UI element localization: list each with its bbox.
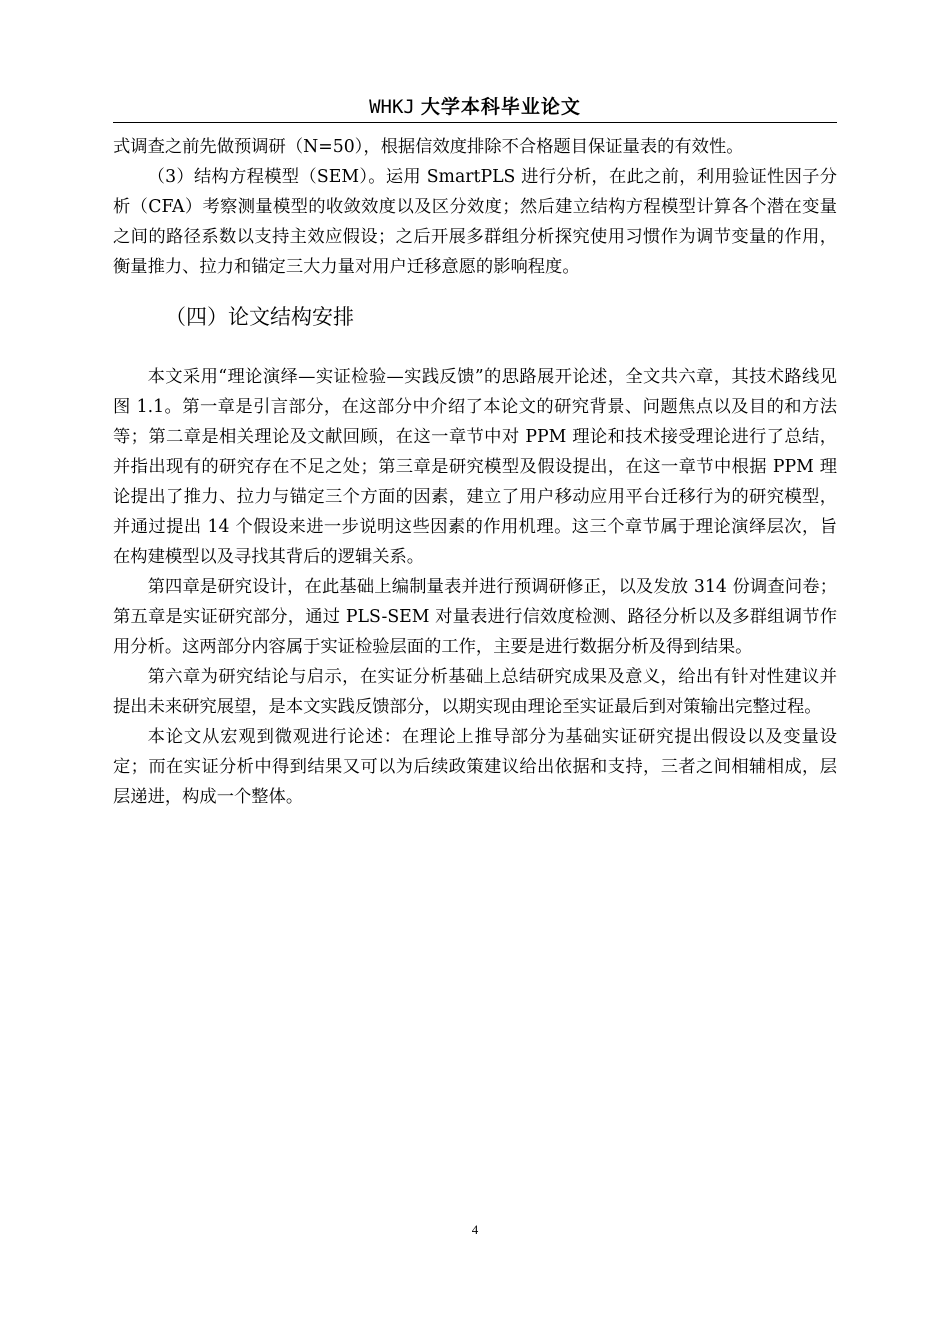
running-header — [113, 94, 837, 123]
header-title: 大学本科毕业论文 — [420, 96, 581, 118]
paragraph: 式调查之前先做预调研（N=50），根据信效度排除不合格题目保证量表的有效性。 — [113, 137, 744, 157]
paragraph: （3）结构方程模型（SEM）。运用 SmartPLS 进行分析，在此之前，利用验证性因子分析（CFA）考察测量模型的收敛效度以及区分效度；然后建立结构方程模型计算各个潜在变量之间的路径系数以支持主效应假设；之后开展多群组分析探究使用习惯作为调节变量的作用，衡量推力、拉力和锚定三大力量对用户迁移意愿的影响程度。 — [113, 167, 837, 277]
body-text — [113, 132, 837, 812]
paragraph: 第六章为研究结论与启示，在实证分析基础上总结研究成果及意义，给出有针对性建议并提出未来研究展望，是本文实践反馈部分，以期实现由理论至实证最后到对策输出完整过程。 — [113, 667, 837, 717]
paragraph: 本论文从宏观到微观进行论述：在理论上推导部分为基础实证研究提出假设以及变量设定；而在实证分析中得到结果又可以为后续政策建议给出依据和支持，三者之间相辅相成，层层递进，构成一个整体。 — [113, 727, 837, 807]
paragraph: 本文采用“理论演绎—实证检验—实践反馈”的思路展开论述，全文共六章，其技术路线见图 1.1。第一章是引言部分，在这部分中介绍了本论文的研究背景、问题焦点以及目的和方法等；第二章是相关理论及文献回顾，在这一章节中对 PPM 理论和技术接受理论进行了总结，并指出现有的研究存在不足之处；第三章是研究模型及假设提出，在这一章节中根据 PPM 理论提出了推力、拉力与锚定三个方面的因素，建立了用户移动应用平台迁移行为的研究模型，并通过提出 14 个假设来进一步说明这些因素的作用机理。这三个章节属于理论演绎层次，旨在构建模型以及寻找其背后的逻辑关系。 — [113, 367, 837, 567]
header-institution-code: WHKJ — [369, 96, 415, 118]
page-number: 4 — [471, 1222, 479, 1237]
paragraph: 第四章是研究设计，在此基础上编制量表并进行预调研修正，以及发放 314 份调查问卷；第五章是实证研究部分，通过 PLS-SEM 对量表进行信效度检测、路径分析以及多群组调节作用分析。这两部分内容属于实证检验层面的工作，主要是进行数据分析及得到结果。 — [113, 577, 837, 657]
section-heading: （四）论文结构安排 — [165, 305, 354, 329]
